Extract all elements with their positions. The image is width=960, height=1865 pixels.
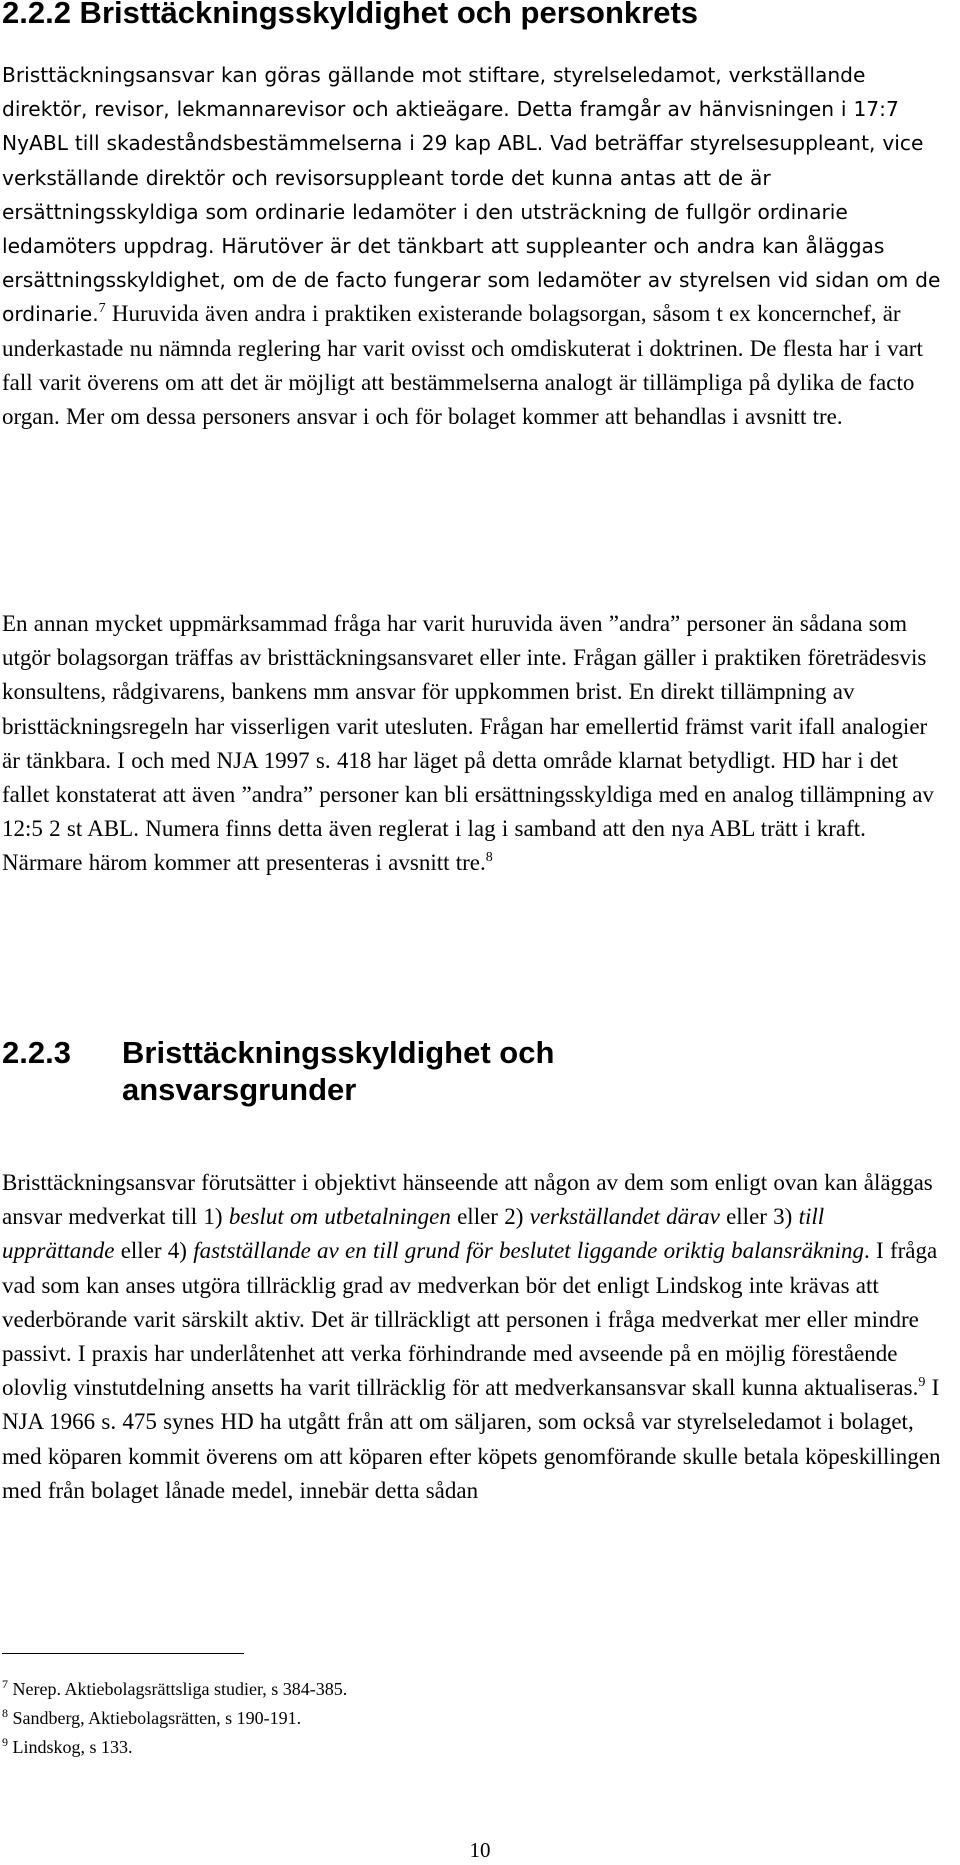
footnote-ref-7: 7 xyxy=(98,301,106,317)
footnote xyxy=(2,1704,347,1733)
paragraph-ansvarsgrunder xyxy=(2,1166,942,1508)
paragraph-text: Bristtäckningsansvar kan göras gällande mot stiftare, styrelseledamot, verkställande direktör, revisor, lekmannarevisor och aktieägare. Detta framgår av hänvisningen i 17:7 NyABL till skadeståndsbestämmelserna i 29 kap ABL. xyxy=(2,63,899,156)
paragraph-text: eller 4) xyxy=(114,1238,194,1264)
footnote-ref-9: 9 xyxy=(918,1375,926,1391)
page-number: 10 xyxy=(469,1838,491,1862)
section-title-line-2: ansvarsgrunder xyxy=(122,1072,357,1108)
footnote xyxy=(2,1733,347,1762)
paragraph-text: eller 3) xyxy=(719,1204,799,1230)
section-number: 2.2.3 xyxy=(2,1035,71,1070)
italic-term: verkställandet därav xyxy=(529,1204,720,1230)
footnote-text: Sandberg, Aktiebolagsrätten, s 190-191. xyxy=(12,1708,302,1728)
paragraph-text: En annan mycket uppmärksammad fråga har varit huruvida även ”andra” personer än sådana som utgör bolagsorgan träffas av bristtäckningsansvaret eller inte. Frågan gäller i praktiken företrädesvis konsultens, rådgivarens, bankens mm ansvar för uppkommen brist. En direkt tillämpning av bristtäckningsregeln har visserligen varit utesluten. Frågan har emellertid främst varit ifall analogier är tänkbara. I och med NJA 1997 s. 418 har läget på detta område klarnat betydligt. HD har i det fallet konstaterat att även ”andra” personer kan bli ersättningsskyldiga med en analog tillämpning av 12:5 2 st ABL. Numera finns detta även reglerat i lag i samband att den nya ABL trätt i kraft. Närmare härom kommer att presenteras i avsnitt tre. xyxy=(2,611,934,876)
paragraph-personkrets xyxy=(2,58,942,434)
section-heading-2-2-2: 2.2.2 Bristtäckningsskyldighet och personkrets xyxy=(2,0,699,30)
italic-term: till upprättande xyxy=(2,1204,825,1264)
footnote-text: Lindskog, s 133. xyxy=(12,1737,133,1757)
paragraph-text: Huruvida även andra i praktiken existerande bolagsorgan, såsom t ex koncernchef, är underkastade nu nämnda reglering har varit ovisst och omdiskuterat i doktrinen. De flesta har i vart fall varit överens om att det är möjligt att bestämmelserna analogt är tillämpliga på dylika de facto organ. Mer om dessa personers ansvar i och för bolaget kommer att behandlas i avsnitt tre. xyxy=(2,301,923,430)
footnotes-list xyxy=(2,1675,347,1762)
footnote-ref-8: 8 xyxy=(485,850,493,866)
footnote xyxy=(2,1675,347,1704)
footnote-text: Nerep. Aktiebolagsrättsliga studier, s 384-385. xyxy=(12,1679,348,1699)
paragraph-text: I NJA 1966 s. 475 synes HD ha utgått från att om säljaren, som också var styrelseledamot i bolaget, med köparen kommit överens om att köparen efter köpets genomförande skulle betala köpeskillingen med från bolaget lånade medel, innebär detta sådan xyxy=(2,1375,941,1503)
paragraph-text: eller 2) xyxy=(450,1204,530,1230)
footnote-number: 8 xyxy=(2,1706,8,1720)
footnote-number: 9 xyxy=(2,1735,8,1749)
section-title-line-1: Bristtäckningsskyldighet och xyxy=(122,1035,555,1070)
section-heading-2-2-3 xyxy=(2,1034,554,1108)
paragraph-text: Härutöver är det tänkbart att suppleanter och andra kan åläggas ersättningsskyldighet, om de de facto fungerar som ledamöter av styrelsen vid sidan om de ordinarie. xyxy=(2,234,941,327)
paragraph-text: Vad beträffar styrelsesuppleant, vice verkställande direktör och revisorsuppleant torde det kunna antas att de är ersättningsskyldiga som ordinarie ledamöter i den utsträckning de fullgör ordinarie ledamöters uppdrag. xyxy=(2,131,924,259)
paragraph-text: . I fråga vad som kan anses utgöra tillräcklig grad av medverkan bör det enligt Lindskog inte krävas att vederbörande varit särskilt aktiv. Det är tillräckligt att personen i fråga medverkat mer eller mindre passivt. I praxis har underlåtenhet att verka förhindrande med avseende på en möjlig förestående olovlig vinstutdelning ansetts ha varit tillräcklig för att medverkansansvar skall kunna aktualiseras. xyxy=(2,1238,938,1401)
footnote-divider xyxy=(2,1653,244,1654)
paragraph-text: Bristtäckningsansvar förutsätter i objektivt hänseende att någon av dem som enligt ovan kan åläggas ansvar medverkat till 1) xyxy=(2,1170,933,1230)
paragraph-andra-personer xyxy=(2,607,942,881)
footnote-number: 7 xyxy=(2,1677,8,1691)
italic-term: beslut om utbetalningen xyxy=(228,1204,451,1230)
italic-term: fastställande av en till grund för beslutet liggande oriktig balansräkning xyxy=(193,1238,865,1264)
